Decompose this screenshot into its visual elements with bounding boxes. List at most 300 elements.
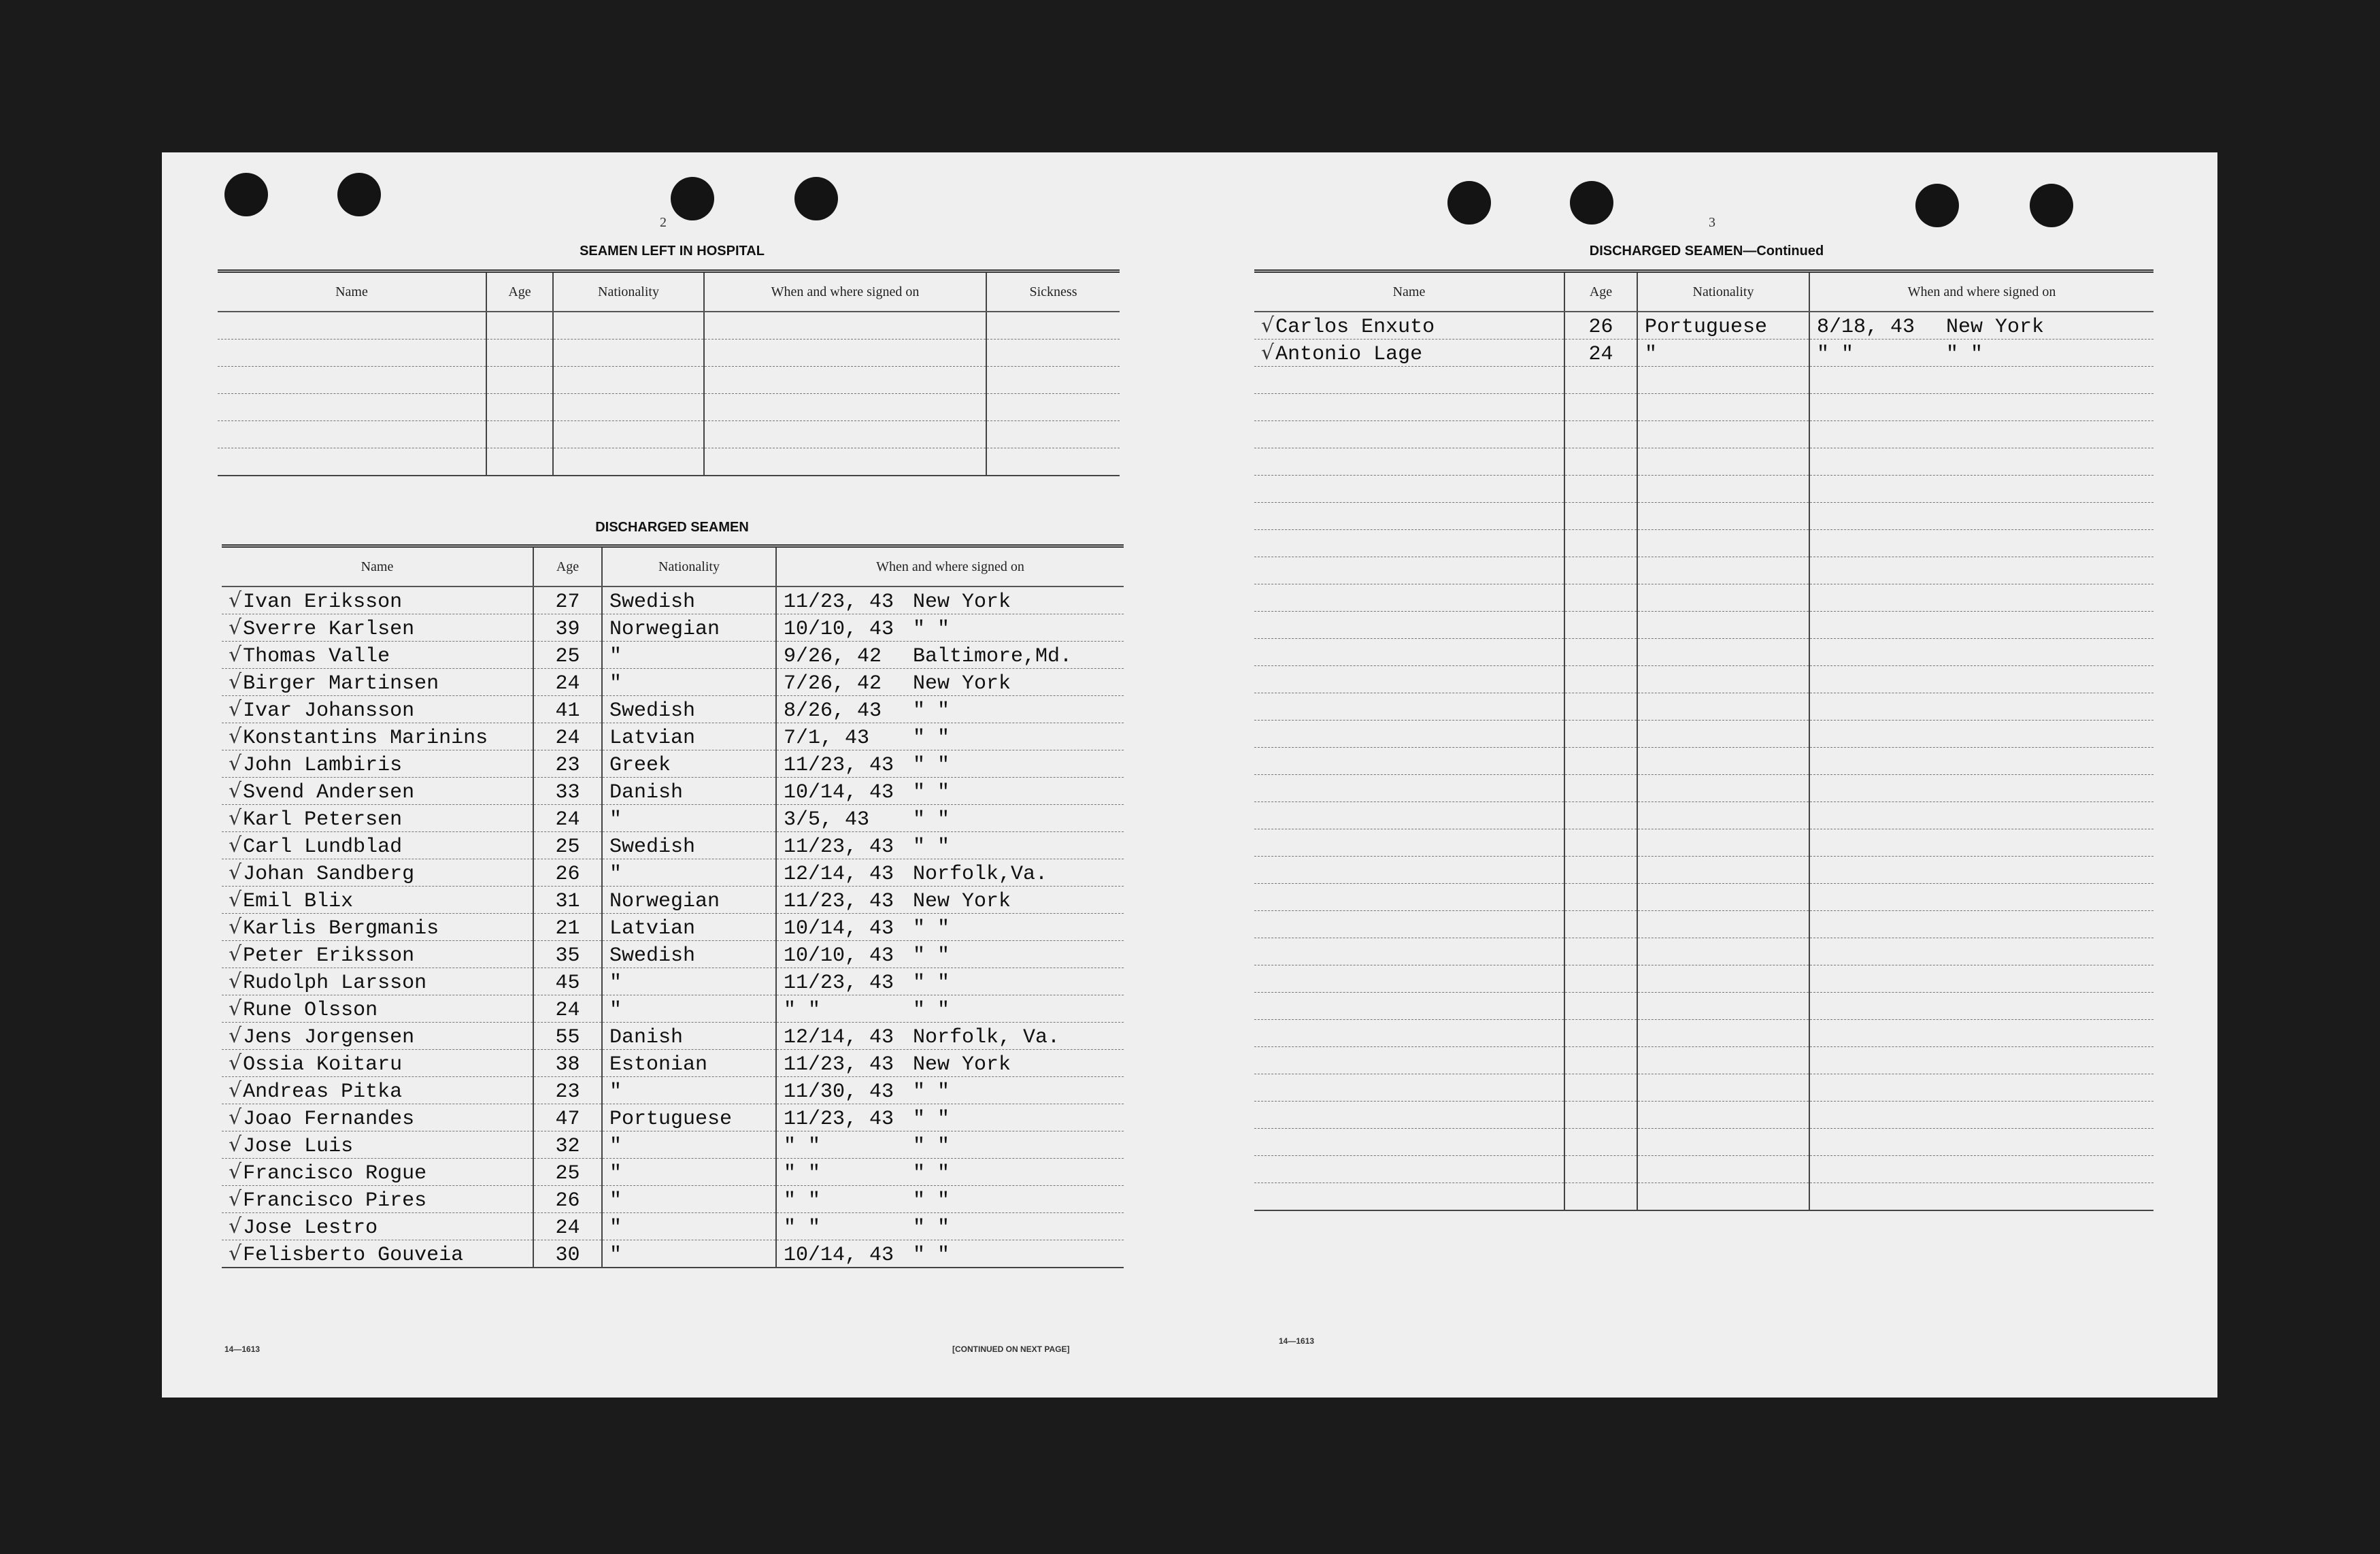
empty-cell [553, 340, 704, 367]
signed-on-date: 8/18, 43 [1817, 316, 1915, 339]
empty-cell [986, 367, 1120, 394]
empty-cell [704, 340, 986, 367]
empty-cell [1564, 965, 1637, 993]
seaman-nationality: Swedish [602, 832, 776, 859]
table-row [1254, 367, 2153, 394]
empty-cell [553, 421, 704, 448]
empty-cell [1637, 1020, 1809, 1047]
empty-cell [986, 394, 1120, 421]
checkmark-icon: √ [229, 1078, 242, 1102]
seaman-age: 24 [533, 723, 602, 750]
signed-on-place: " " [913, 1080, 950, 1104]
header-nationality: Nationality [1637, 271, 1809, 312]
signed-on-cell [776, 832, 1124, 859]
signed-on-cell [776, 941, 1124, 968]
table-row [218, 340, 1120, 367]
empty-cell [704, 394, 986, 421]
signed-on-place: Baltimore,Md. [913, 645, 1073, 668]
page-number: 3 [1709, 215, 1715, 230]
table-row [1254, 666, 2153, 693]
signed-on-date: 8/26, 43 [784, 699, 882, 723]
seaman-name: Antonio Lage [1275, 343, 1423, 366]
empty-cell [1254, 530, 1564, 557]
seaman-name: Jose Luis [243, 1135, 354, 1158]
seaman-name-cell [222, 941, 533, 968]
empty-cell [986, 312, 1120, 340]
empty-cell [1809, 721, 2153, 748]
empty-cell [1564, 367, 1637, 394]
table-row [1254, 557, 2153, 584]
seaman-age: 25 [533, 1159, 602, 1186]
empty-cell [1254, 693, 1564, 721]
seaman-name: Carl Lundblad [243, 836, 403, 859]
empty-cell [1809, 693, 2153, 721]
seaman-name: Ivan Eriksson [243, 591, 403, 614]
seaman-name-cell [222, 586, 533, 614]
empty-cell [218, 312, 486, 340]
punch-hole [794, 177, 838, 220]
empty-cell [1637, 775, 1809, 802]
signed-on-cell [776, 1104, 1124, 1131]
seaman-nationality: " [602, 968, 776, 995]
empty-cell [1564, 503, 1637, 530]
empty-cell [1637, 666, 1809, 693]
signed-on-cell [776, 642, 1124, 669]
empty-cell [1637, 911, 1809, 938]
seaman-name-cell [222, 750, 533, 778]
empty-cell [218, 448, 486, 476]
empty-cell [1564, 1074, 1637, 1102]
empty-cell [1564, 748, 1637, 775]
table-row [1254, 394, 2153, 421]
seaman-nationality: " [602, 1131, 776, 1159]
empty-cell [1637, 1183, 1809, 1211]
table-row [1254, 1129, 2153, 1156]
table-row [1254, 829, 2153, 857]
empty-cell [1254, 857, 1564, 884]
empty-cell [704, 367, 986, 394]
checkmark-icon: √ [229, 779, 242, 803]
empty-cell [1809, 584, 2153, 612]
empty-cell [218, 421, 486, 448]
signed-on-date: " " [1817, 343, 1854, 366]
empty-cell [1254, 367, 1564, 394]
empty-cell [1254, 1102, 1564, 1129]
empty-cell [1254, 775, 1564, 802]
empty-cell [1637, 721, 1809, 748]
seaman-name-cell [222, 1077, 533, 1104]
empty-cell [1637, 448, 1809, 476]
seaman-name-cell [222, 1104, 533, 1131]
table-row [1254, 775, 2153, 802]
empty-cell [1637, 503, 1809, 530]
punch-hole [1570, 181, 1613, 225]
empty-cell [1637, 829, 1809, 857]
empty-cell [1637, 421, 1809, 448]
signed-on-cell [776, 586, 1124, 614]
seaman-name: Svend Andersen [243, 781, 415, 804]
right-page [1196, 152, 2217, 1398]
header-age: Age [1564, 271, 1637, 312]
table-row [222, 805, 1124, 832]
signed-on-date: 10/14, 43 [784, 781, 894, 804]
table-row [1254, 938, 2153, 965]
seaman-nationality: Latvian [602, 723, 776, 750]
seaman-name-cell [222, 1023, 533, 1050]
signed-on-cell [776, 778, 1124, 805]
seaman-name-cell [222, 995, 533, 1023]
signed-on-place: " " [913, 1189, 950, 1212]
seaman-name: Joao Fernandes [243, 1108, 415, 1131]
empty-cell [1637, 748, 1809, 775]
seaman-name-cell [222, 859, 533, 887]
empty-cell [1809, 503, 2153, 530]
table-row [222, 1131, 1124, 1159]
empty-cell [486, 367, 553, 394]
empty-cell [1254, 639, 1564, 666]
signed-on-place: " " [913, 972, 950, 995]
seaman-nationality: Greek [602, 750, 776, 778]
checkmark-icon: √ [229, 1242, 242, 1266]
seaman-name: Sverre Karlsen [243, 618, 415, 641]
checkmark-icon: √ [229, 1214, 242, 1238]
table-row [222, 1186, 1124, 1213]
seaman-nationality: Swedish [602, 586, 776, 614]
seaman-nationality: " [602, 1240, 776, 1268]
seaman-nationality: " [602, 1077, 776, 1104]
table-row [222, 669, 1124, 696]
empty-cell [1809, 639, 2153, 666]
checkmark-icon: √ [229, 1051, 242, 1075]
empty-cell [1637, 993, 1809, 1020]
seaman-nationality: " [602, 642, 776, 669]
empty-cell [1809, 421, 2153, 448]
signed-on-date: " " [784, 1135, 821, 1158]
header-signed-on: When and where signed on [704, 271, 986, 312]
seaman-age: 24 [1564, 340, 1637, 367]
punch-hole [1915, 184, 1959, 227]
empty-cell [1254, 1074, 1564, 1102]
signed-on-date: 12/14, 43 [784, 863, 894, 886]
empty-cell [553, 367, 704, 394]
empty-cell [986, 421, 1120, 448]
table-row [1254, 1047, 2153, 1074]
signed-on-cell [776, 1131, 1124, 1159]
empty-cell [1637, 367, 1809, 394]
empty-cell [1637, 1129, 1809, 1156]
signed-on-date: 9/26, 42 [784, 645, 882, 668]
signed-on-place: " " [913, 944, 950, 968]
punch-hole [337, 173, 381, 216]
seaman-age: 38 [533, 1050, 602, 1077]
seaman-name-cell [222, 723, 533, 750]
signed-on-place: " " [1946, 343, 1983, 366]
empty-cell [1809, 557, 2153, 584]
table-row [218, 312, 1120, 340]
empty-cell [1254, 748, 1564, 775]
empty-cell [1254, 584, 1564, 612]
checkmark-icon: √ [229, 942, 242, 966]
empty-cell [1564, 666, 1637, 693]
seaman-nationality: Swedish [602, 941, 776, 968]
empty-cell [1809, 911, 2153, 938]
signed-on-place: New York [1946, 316, 2045, 339]
discharged-continued-table [1254, 269, 2153, 1211]
empty-cell [1254, 476, 1564, 503]
signed-on-cell [776, 995, 1124, 1023]
table-row [218, 367, 1120, 394]
empty-cell [1637, 1156, 1809, 1183]
empty-cell [1637, 557, 1809, 584]
header-signed-on: When and where signed on [1809, 271, 2153, 312]
left-page [162, 152, 1196, 1398]
header-nationality: Nationality [553, 271, 704, 312]
table-row [1254, 476, 2153, 503]
signed-on-date: 11/23, 43 [784, 890, 894, 913]
table-row [1254, 530, 2153, 557]
empty-cell [553, 394, 704, 421]
table-row [222, 832, 1124, 859]
seaman-age: 23 [533, 1077, 602, 1104]
empty-cell [986, 448, 1120, 476]
empty-cell [1564, 584, 1637, 612]
empty-cell [1809, 802, 2153, 829]
empty-cell [218, 340, 486, 367]
empty-cell [553, 448, 704, 476]
checkmark-icon: √ [229, 616, 242, 640]
signed-on-cell [776, 968, 1124, 995]
checkmark-icon: √ [229, 806, 242, 830]
table-row [222, 1077, 1124, 1104]
seaman-age: 23 [533, 750, 602, 778]
empty-cell [553, 312, 704, 340]
table-row [1254, 1156, 2153, 1183]
empty-cell [1254, 829, 1564, 857]
seaman-age: 31 [533, 887, 602, 914]
seaman-nationality: Estonian [602, 1050, 776, 1077]
empty-cell [218, 367, 486, 394]
empty-cell [1809, 367, 2153, 394]
seaman-nationality: " [602, 669, 776, 696]
seaman-nationality: Portuguese [1637, 312, 1809, 340]
checkmark-icon: √ [1261, 314, 1275, 337]
empty-cell [486, 394, 553, 421]
seaman-age: 35 [533, 941, 602, 968]
seaman-age: 24 [533, 995, 602, 1023]
empty-cell [1564, 938, 1637, 965]
seaman-nationality: Swedish [602, 696, 776, 723]
empty-cell [1809, 965, 2153, 993]
signed-on-place: " " [913, 1135, 950, 1158]
empty-cell [1637, 584, 1809, 612]
table-row [1254, 857, 2153, 884]
empty-cell [1809, 829, 2153, 857]
empty-cell [1564, 802, 1637, 829]
seaman-age: 30 [533, 1240, 602, 1268]
empty-cell [1809, 476, 2153, 503]
empty-cell [1564, 1156, 1637, 1183]
empty-cell [1637, 965, 1809, 993]
empty-cell [1254, 965, 1564, 993]
signed-on-date: 12/14, 43 [784, 1026, 894, 1049]
signed-on-place: " " [913, 699, 950, 723]
checkmark-icon: √ [229, 1024, 242, 1048]
table-row [222, 1104, 1124, 1131]
empty-cell [1637, 693, 1809, 721]
signed-on-date: 10/14, 43 [784, 917, 894, 940]
seaman-nationality: Latvian [602, 914, 776, 941]
table-row [1254, 639, 2153, 666]
form-number: 14—1613 [1279, 1336, 1315, 1346]
empty-cell [1637, 612, 1809, 639]
signed-on-cell [776, 887, 1124, 914]
seaman-nationality: " [602, 805, 776, 832]
table-row [1254, 612, 2153, 639]
signed-on-date: 11/23, 43 [784, 836, 894, 859]
table-row [222, 995, 1124, 1023]
empty-cell [1254, 1020, 1564, 1047]
table-row [222, 941, 1124, 968]
empty-cell [1809, 1129, 2153, 1156]
seaman-name: Rune Olsson [243, 999, 378, 1022]
empty-cell [1254, 911, 1564, 938]
signed-on-date: " " [784, 999, 821, 1022]
seaman-age: 27 [533, 586, 602, 614]
signed-on-place: " " [913, 1244, 950, 1267]
signed-on-date: 7/26, 42 [784, 672, 882, 695]
table-row [218, 448, 1120, 476]
table-row [1254, 584, 2153, 612]
signed-on-cell [776, 1213, 1124, 1240]
header-nationality: Nationality [602, 546, 776, 587]
empty-cell [986, 340, 1120, 367]
seaman-name-cell [222, 805, 533, 832]
checkmark-icon: √ [229, 915, 242, 939]
seaman-name-cell [222, 1213, 533, 1240]
header-sickness: Sickness [986, 271, 1120, 312]
checkmark-icon: √ [229, 970, 242, 993]
table-row [1254, 721, 2153, 748]
empty-cell [1254, 802, 1564, 829]
signed-on-cell [776, 1050, 1124, 1077]
signed-on-place: " " [913, 808, 950, 831]
table-row [222, 696, 1124, 723]
empty-cell [1564, 530, 1637, 557]
seaman-age: 26 [533, 1186, 602, 1213]
checkmark-icon: √ [229, 643, 242, 667]
seaman-nationality: Portuguese [602, 1104, 776, 1131]
empty-cell [704, 421, 986, 448]
empty-cell [1254, 1183, 1564, 1211]
empty-cell [1564, 1047, 1637, 1074]
signed-on-cell [776, 1240, 1124, 1268]
seaman-name-cell [222, 669, 533, 696]
signed-on-place: New York [913, 672, 1011, 695]
table-row [222, 1213, 1124, 1240]
signed-on-place: New York [913, 1053, 1011, 1076]
empty-cell [1637, 802, 1809, 829]
seaman-name: Thomas Valle [243, 645, 390, 668]
discharged-continued-title: DISCHARGED SEAMEN—Continued [1589, 244, 1824, 259]
empty-cell [1254, 394, 1564, 421]
checkmark-icon: √ [229, 670, 242, 694]
signed-on-cell [1809, 340, 2153, 367]
seaman-name-cell [222, 1050, 533, 1077]
empty-cell [1564, 612, 1637, 639]
table-row [222, 1050, 1124, 1077]
empty-cell [1564, 421, 1637, 448]
seaman-age: 24 [533, 1213, 602, 1240]
empty-cell [1809, 448, 2153, 476]
seaman-name: Carlos Enxuto [1275, 316, 1435, 339]
punch-hole [1447, 181, 1491, 225]
empty-cell [704, 448, 986, 476]
page-number: 2 [660, 215, 667, 230]
empty-cell [1637, 938, 1809, 965]
empty-cell [1809, 1183, 2153, 1211]
signed-on-date: " " [784, 1189, 821, 1212]
signed-on-cell [776, 805, 1124, 832]
seaman-name-cell [1254, 340, 1564, 367]
seaman-age: 32 [533, 1131, 602, 1159]
table-row [222, 642, 1124, 669]
checkmark-icon: √ [229, 752, 242, 776]
checkmark-icon: √ [229, 1187, 242, 1211]
signed-on-place: " " [913, 917, 950, 940]
empty-cell [1637, 1074, 1809, 1102]
empty-cell [704, 312, 986, 340]
signed-on-place: " " [913, 618, 950, 641]
header-name: Name [222, 546, 533, 587]
empty-cell [1564, 857, 1637, 884]
signed-on-cell [776, 723, 1124, 750]
empty-cell [1254, 938, 1564, 965]
signed-on-cell [776, 750, 1124, 778]
seaman-name: Felisberto Gouveia [243, 1244, 464, 1267]
seaman-age: 39 [533, 614, 602, 642]
seaman-name: Ossia Koitaru [243, 1053, 403, 1076]
empty-cell [1254, 666, 1564, 693]
table-row [222, 968, 1124, 995]
seaman-nationality: " [602, 995, 776, 1023]
signed-on-place: Norfolk,Va. [913, 863, 1048, 886]
empty-cell [1637, 530, 1809, 557]
table-row [218, 421, 1120, 448]
seaman-age: 26 [1564, 312, 1637, 340]
table-row [222, 778, 1124, 805]
seaman-name-cell [222, 832, 533, 859]
empty-cell [1637, 639, 1809, 666]
seaman-nationality: " [602, 1186, 776, 1213]
seaman-name: Karlis Bergmanis [243, 917, 439, 940]
seaman-nationality: Norwegian [602, 887, 776, 914]
empty-cell [1564, 1183, 1637, 1211]
seaman-name: Jens Jorgensen [243, 1026, 415, 1049]
signed-on-cell [776, 696, 1124, 723]
continued-note: [CONTINUED ON NEXT PAGE] [952, 1344, 1070, 1354]
seaman-name: Andreas Pitka [243, 1080, 403, 1104]
empty-cell [1564, 476, 1637, 503]
empty-cell [486, 312, 553, 340]
table-row [222, 1240, 1124, 1268]
empty-cell [1809, 1102, 2153, 1129]
checkmark-icon: √ [229, 1133, 242, 1157]
table-row [1254, 802, 2153, 829]
seaman-name: Konstantins Marinins [243, 727, 488, 750]
empty-cell [1564, 721, 1637, 748]
signed-on-cell [776, 1077, 1124, 1104]
empty-cell [218, 394, 486, 421]
